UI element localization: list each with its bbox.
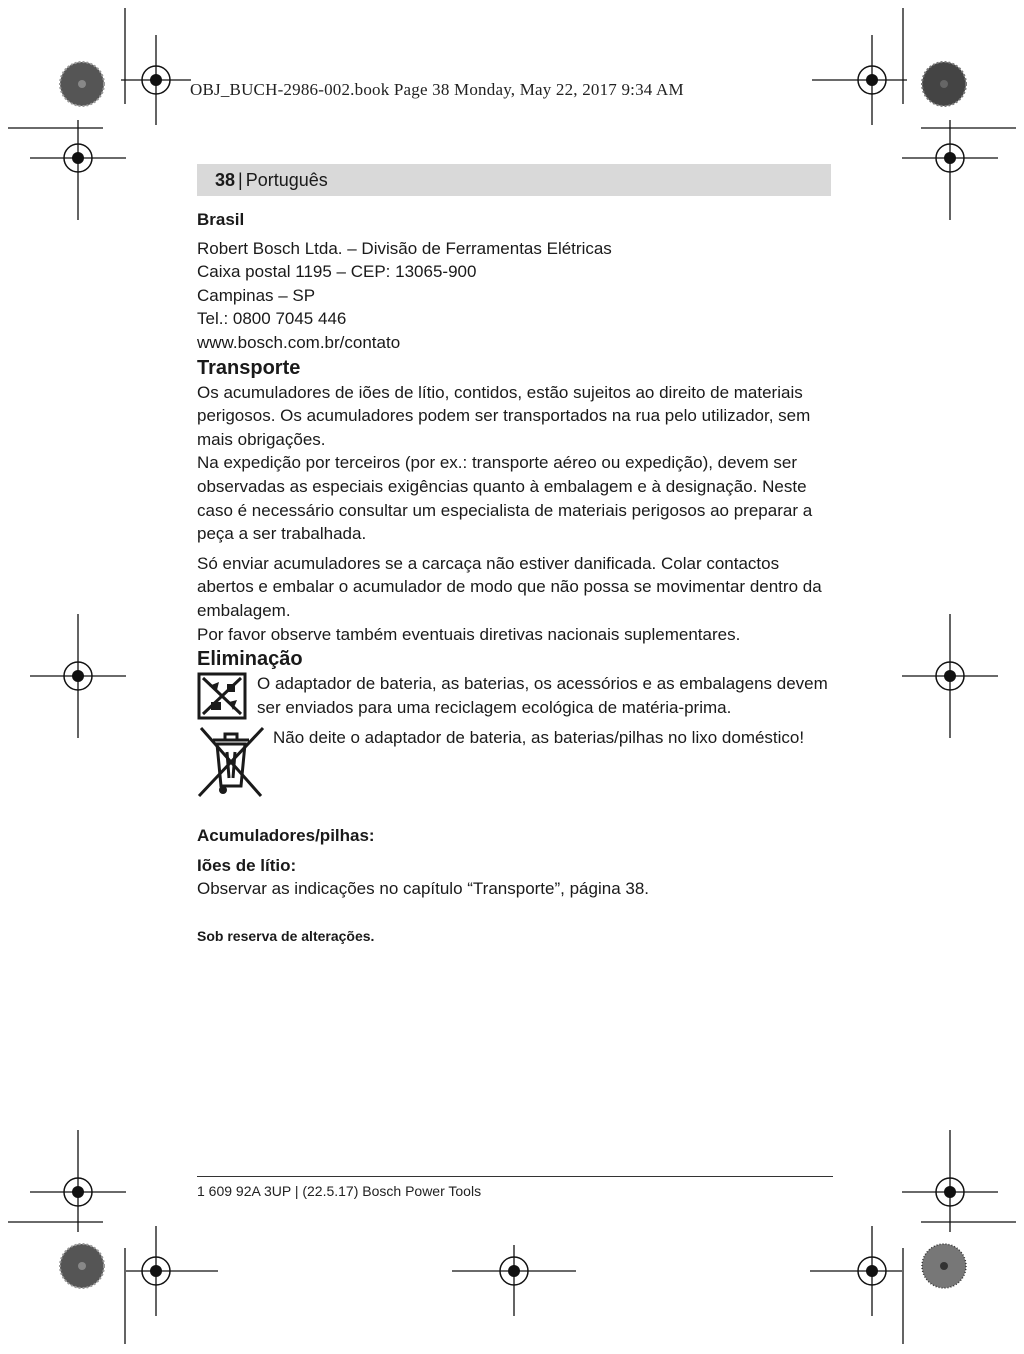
recycle-row: [197, 672, 833, 720]
color-target-icon: [922, 62, 966, 106]
liion-heading: Iões de lítio:: [197, 855, 297, 875]
page-number: 38: [215, 169, 236, 190]
recycling-symbol-icon: [197, 672, 249, 720]
liion-text: Observar as indicações no capítulo “Transporte”, página 38.: [197, 879, 650, 899]
footer-rule: [197, 1176, 833, 1177]
registration-mark-icon: [810, 1226, 902, 1316]
registration-mark-icon: [30, 120, 126, 220]
registration-mark-icon: [30, 614, 126, 738]
country-heading: Brasil: [197, 210, 245, 229]
registration-mark-icon: [452, 1245, 576, 1316]
registration-mark-icon: [902, 614, 998, 738]
page-header-bar: [197, 164, 831, 196]
contact-block: [197, 237, 833, 355]
footer-text: 1 609 92A 3UP | (22.5.17) Bosch Power Tools: [197, 1183, 482, 1199]
registration-mark-icon: [902, 1130, 998, 1232]
transport-paragraph: Por favor observe também eventuais diretivas nacionais suplementares.: [197, 624, 741, 644]
color-target-icon: [60, 62, 104, 106]
contact-line: Caixa postal 1195 – CEP: 13065-900: [197, 262, 477, 282]
recycle-text: O adaptador de bateria, as baterias, os acessórios e as embalagens devem ser enviados para uma reciclagem ecológica de matéria-prima.: [257, 674, 828, 717]
color-target-icon: [922, 1244, 966, 1288]
registration-mark-icon: [30, 1130, 126, 1232]
crossed-out-wheelie-bin-icon: [197, 726, 267, 802]
registration-mark-icon: [812, 35, 907, 125]
registration-mark-icon: [121, 35, 191, 125]
reserve-note: Sob reserva de alterações.: [197, 927, 375, 944]
registration-mark-icon: [126, 1226, 218, 1316]
transport-paragraph: Os acumuladores de iões de lítio, contidos, estão sujeitos ao direito de materiais perigosos. Os acumuladores podem ser transportados na rua pelo utilizador, sem mais obrigações.: [197, 382, 811, 449]
contact-line: Tel.: 0800 7045 446: [197, 309, 347, 329]
contact-link[interactable]: www.bosch.com.br/contato: [197, 332, 401, 352]
contact-line: Campinas – SP: [197, 285, 316, 305]
header-separator: |: [238, 169, 243, 190]
disposal-heading: Eliminação: [197, 648, 303, 671]
bin-row: [197, 726, 833, 802]
header-language: Português: [245, 169, 328, 190]
bin-text: Não deite o adaptador de bateria, as baterias/pilhas no lixo doméstico!: [273, 728, 805, 748]
main-content: [197, 208, 833, 948]
transport-paragraph: Só enviar acumuladores se a carcaça não estiver danificada. Colar contactos abertos e embalar o acumulador de modo que não possa se movimentar dentro da embalagem.: [197, 553, 822, 620]
transport-paragraph: Na expedição por terceiros (por ex.: transporte aéreo ou expedição), devem ser observadas as especiais exigências quanto à embalagem e à designação. Neste caso é necessário consultar um especialista de materiais perigosos ao preparar a peça a ser trabalhada.: [197, 453, 813, 544]
transport-heading: Transporte: [197, 356, 301, 379]
slug-line: OBJ_BUCH-2986-002.book Page 38 Monday, May 22, 2017 9:34 AM: [190, 80, 684, 99]
batteries-heading: Acumuladores/pilhas:: [197, 826, 375, 846]
color-target-icon: [60, 1244, 104, 1288]
contact-line: Robert Bosch Ltda. – Divisão de Ferramentas Elétricas: [197, 238, 612, 258]
registration-mark-icon: [902, 120, 998, 220]
